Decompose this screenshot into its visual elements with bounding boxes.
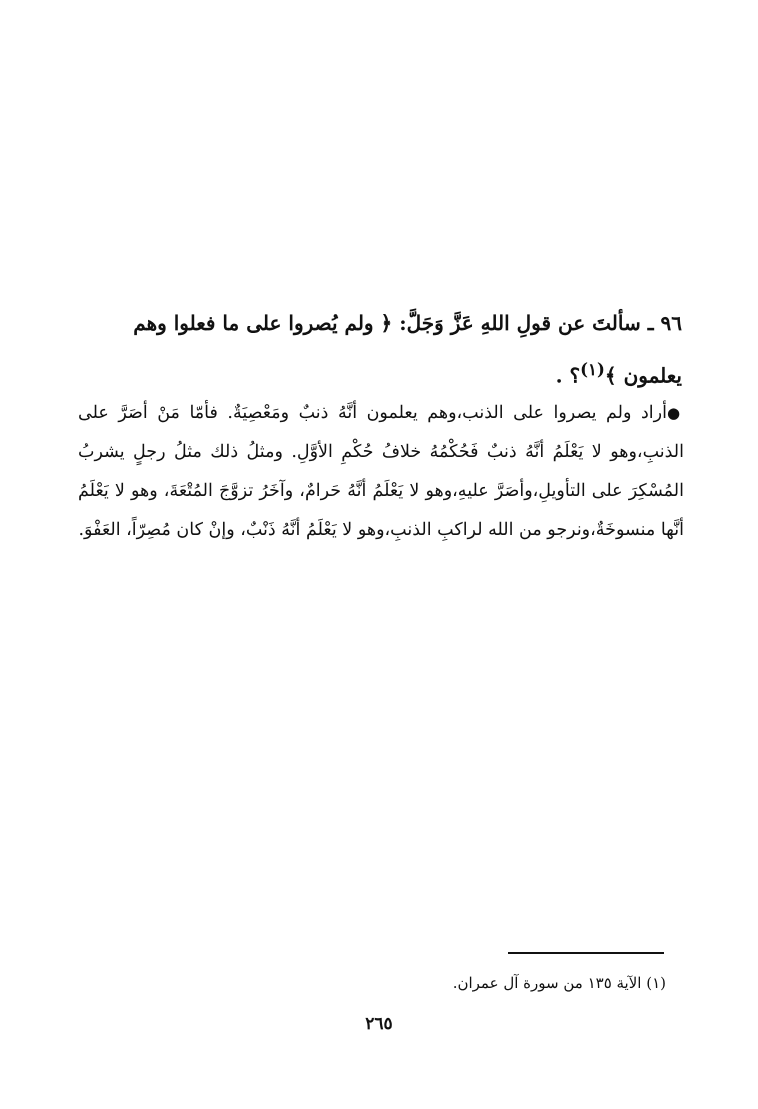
question-text: سألتَ عن قولِ اللهِ عَزَّ وَجَلَّ: ﴿ ولم يُصروا على ما فعلوا وهم يعلمون ﴾ (133, 311, 682, 388)
question-number: ٩٦ ـ (647, 311, 682, 335)
bullet-icon: ● (666, 404, 684, 422)
answer-text: أراد ولم يصروا على الذنب،وهم يعلمون أنَّهُ ذنبٌ ومَعْصِيَةٌ. فأمّا مَنْ أصَرَّ على الذنبِ،وهو لا يَعْلَمُ أنَّهُ ذنبٌ فَحُكْمُهُ خلافُ حُكْمِ الأوَّلِ. ومثلُ ذلك مثلُ رجلٍ يشربُ المُسْكِرَ على التأويلِ،وأصَرَّ عليهِ،وهو لا يَعْلَمُ أنَّهُ حَرامٌ، وآخَرُ تزوَّجَ المُتْعَةَ، وهو لا يَعْلَمُ أنَّها منسوخَةٌ،ونرجو من الله لراكبِ الذنبِ،وهو لا يَعْلَمُ أنَّهُ ذَنْبٌ، وإنْ كان مُصِرّاً، العَفْوَ. (78, 403, 684, 540)
page-number: ٢٦٥ (365, 1014, 393, 1034)
question-heading (78, 300, 682, 399)
answer-paragraph (78, 394, 684, 550)
footnote-reference: (١) (580, 359, 605, 379)
footnote: (١) الآية ١٣٥ من سورة آل عمران. (452, 974, 666, 992)
footnote-separator (508, 952, 664, 954)
question-end-punctuation: ؟ . (555, 363, 581, 388)
